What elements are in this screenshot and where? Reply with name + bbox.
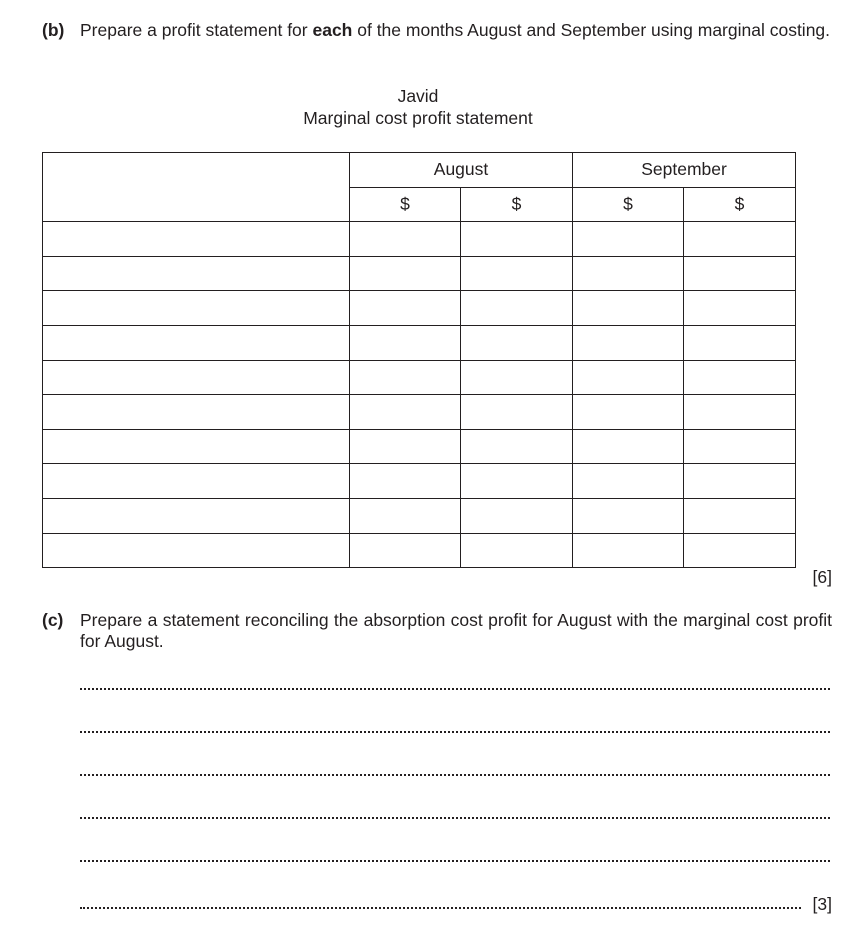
amount-cell[interactable] — [350, 256, 461, 291]
amount-cell[interactable] — [573, 325, 684, 360]
description-cell[interactable] — [43, 291, 350, 326]
table-row — [43, 429, 796, 464]
answer-line[interactable] — [80, 817, 830, 819]
description-cell[interactable] — [43, 498, 350, 533]
column-header-august: August — [350, 153, 573, 188]
statement-name: Javid — [397, 86, 439, 106]
question-b-label: (b) — [42, 20, 65, 40]
answer-line[interactable] — [80, 731, 830, 733]
amount-cell[interactable] — [684, 291, 796, 326]
description-cell[interactable] — [43, 222, 350, 257]
answer-line[interactable] — [80, 860, 830, 862]
marks-c: [3] — [812, 894, 832, 914]
amount-cell[interactable] — [350, 325, 461, 360]
amount-cell[interactable] — [684, 256, 796, 291]
amount-cell[interactable] — [573, 498, 684, 533]
amount-cell[interactable] — [461, 395, 573, 430]
amount-cell[interactable] — [684, 360, 796, 395]
amount-cell[interactable] — [350, 360, 461, 395]
amount-cell[interactable] — [573, 256, 684, 291]
amount-cell[interactable] — [461, 222, 573, 257]
amount-cell[interactable] — [350, 429, 461, 464]
question-b — [42, 20, 832, 41]
description-cell[interactable] — [43, 464, 350, 499]
amount-cell[interactable] — [461, 533, 573, 568]
description-cell[interactable] — [43, 395, 350, 430]
amount-cell[interactable] — [684, 464, 796, 499]
table-row — [43, 222, 796, 257]
amount-cell[interactable] — [573, 429, 684, 464]
table-row — [43, 325, 796, 360]
amount-cell[interactable] — [350, 395, 461, 430]
amount-cell[interactable] — [684, 498, 796, 533]
table-row — [43, 464, 796, 499]
description-cell[interactable] — [43, 429, 350, 464]
amount-cell[interactable] — [461, 429, 573, 464]
amount-cell[interactable] — [684, 533, 796, 568]
description-cell[interactable] — [43, 256, 350, 291]
amount-cell[interactable] — [684, 429, 796, 464]
column-header-september: September — [573, 153, 796, 188]
answer-line[interactable] — [80, 774, 830, 776]
amount-cell[interactable] — [461, 360, 573, 395]
currency-label: $ — [461, 187, 573, 222]
profit-statement-table — [42, 152, 796, 568]
amount-cell[interactable] — [573, 464, 684, 499]
description-cell[interactable] — [43, 325, 350, 360]
amount-cell[interactable] — [350, 533, 461, 568]
answer-line[interactable] — [80, 907, 801, 909]
description-cell[interactable] — [43, 533, 350, 568]
amount-cell[interactable] — [461, 464, 573, 499]
amount-cell[interactable] — [573, 533, 684, 568]
amount-cell[interactable] — [684, 222, 796, 257]
amount-cell[interactable] — [461, 325, 573, 360]
question-c-label: (c) — [42, 610, 64, 630]
currency-label: $ — [684, 187, 796, 222]
amount-cell[interactable] — [573, 360, 684, 395]
amount-cell[interactable] — [350, 291, 461, 326]
amount-cell[interactable] — [461, 498, 573, 533]
statement-subtitle: Marginal cost profit statement — [303, 108, 533, 128]
amount-cell[interactable] — [461, 291, 573, 326]
table-row — [43, 291, 796, 326]
amount-cell[interactable] — [684, 325, 796, 360]
currency-label: $ — [573, 187, 684, 222]
table-row — [43, 498, 796, 533]
marks-b: [6] — [812, 567, 832, 587]
table-row — [43, 360, 796, 395]
amount-cell[interactable] — [350, 498, 461, 533]
description-header-cell[interactable] — [43, 153, 350, 222]
description-cell[interactable] — [43, 360, 350, 395]
question-b-text: Prepare a profit statement for each of the months August and September using marginal costing. — [80, 20, 831, 40]
table-row — [43, 256, 796, 291]
amount-cell[interactable] — [573, 222, 684, 257]
question-c — [42, 610, 832, 652]
amount-cell[interactable] — [350, 222, 461, 257]
currency-label: $ — [350, 187, 461, 222]
table-row — [43, 395, 796, 430]
answer-line[interactable] — [80, 688, 830, 690]
table-header-row — [43, 153, 796, 188]
amount-cell[interactable] — [461, 256, 573, 291]
amount-cell[interactable] — [684, 395, 796, 430]
amount-cell[interactable] — [573, 395, 684, 430]
table-row — [43, 533, 796, 568]
question-c-text: Prepare a statement reconciling the absorption cost profit for August with the marginal cost profit for August. — [80, 610, 832, 651]
amount-cell[interactable] — [350, 464, 461, 499]
amount-cell[interactable] — [573, 291, 684, 326]
